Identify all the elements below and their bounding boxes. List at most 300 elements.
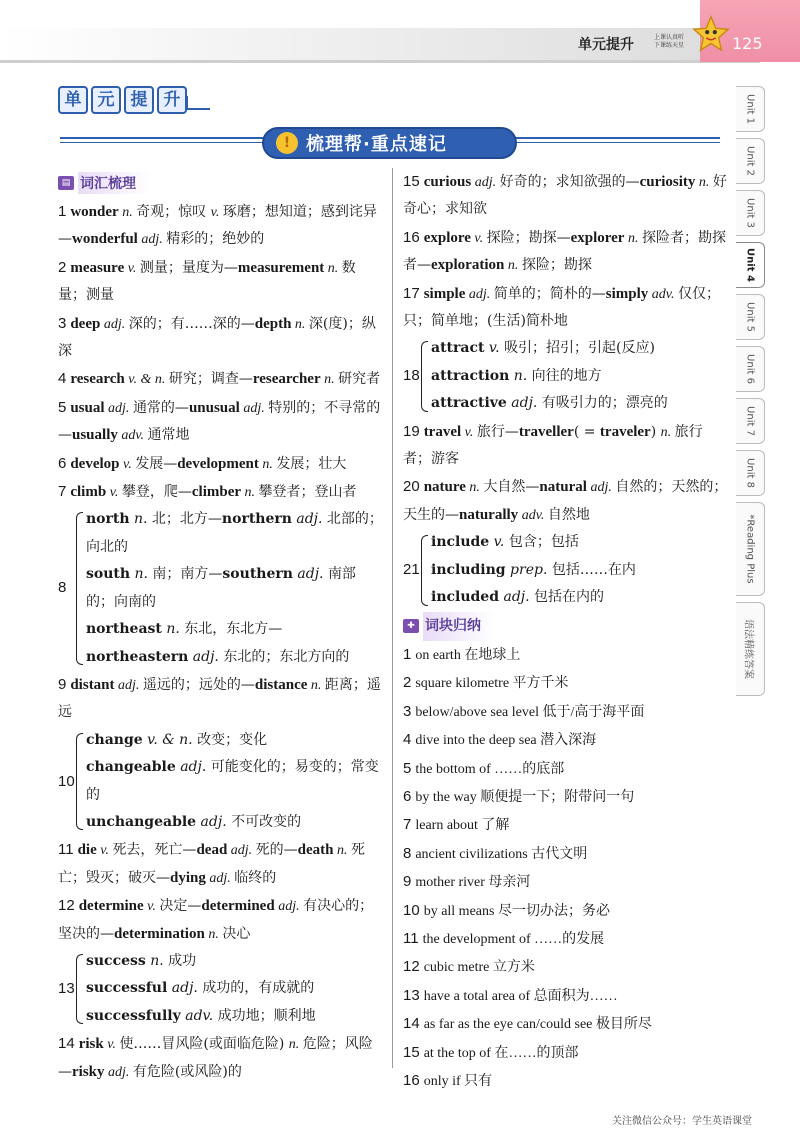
phrase-item xyxy=(403,1067,728,1095)
vocab-group xyxy=(58,948,383,1030)
definition-text: 死去，死亡— xyxy=(112,842,197,859)
vocab-entry xyxy=(58,198,383,254)
vocab-heading-label: 词汇梳理 xyxy=(78,172,150,194)
definition-text: 深的；有……深的— xyxy=(128,315,255,332)
part-of-speech: n. xyxy=(288,1037,303,1053)
entry-number: 18 xyxy=(403,367,420,385)
part-of-speech: adj. xyxy=(114,677,143,693)
group-row xyxy=(427,390,728,417)
part-of-speech: v. xyxy=(210,205,223,220)
phrase-item xyxy=(403,641,728,669)
brace-icon xyxy=(421,535,428,605)
part-of-speech: n. xyxy=(130,566,153,583)
part-of-speech: v. xyxy=(143,899,160,915)
part-of-speech: adv. xyxy=(518,507,548,523)
phrase-number: 10 xyxy=(403,901,420,919)
section-title-char: 提 xyxy=(124,86,154,114)
vocab-entry xyxy=(403,473,728,529)
entry-number: 9 xyxy=(58,675,67,693)
definition-text: 包括在内的 xyxy=(534,589,605,606)
definition-text: 决心 xyxy=(222,925,251,942)
phrase-heading xyxy=(403,612,728,641)
definition-text: 包括……在内 xyxy=(551,561,636,578)
entry-number: 10 xyxy=(58,772,75,790)
phrase-item xyxy=(403,726,728,754)
vocab-icon: ▤ xyxy=(58,176,74,190)
vocab-word: travel xyxy=(423,423,462,440)
part-of-speech: adj. xyxy=(465,286,494,302)
part-of-speech: adj. xyxy=(100,316,129,332)
vocab-word: die xyxy=(77,842,97,859)
vocab-entry xyxy=(58,450,383,478)
footer-note: 关注微信公众号：学生英语课堂 xyxy=(612,1116,752,1127)
definition-text: 好奇的；求知欲强的— xyxy=(499,174,640,190)
definition-text: 死亡；毁灭；破灭— xyxy=(58,842,366,886)
vocab-word: deep xyxy=(70,315,101,332)
header-section-title: 单元提升 xyxy=(578,37,634,53)
section-title-char: 单 xyxy=(58,86,88,114)
entry-number: 20 xyxy=(403,478,420,496)
definition-text: 旅行者；游客 xyxy=(403,423,703,468)
phrase-text: by all means 尽一切办法；务必 xyxy=(423,903,610,919)
definition-text: 深(度)；纵深 xyxy=(58,315,376,360)
vocab-word: natural xyxy=(539,479,587,496)
entry-number: 1 xyxy=(58,203,67,220)
phrase-text: square kilometre 平方千米 xyxy=(415,676,569,692)
phrase-item xyxy=(403,811,728,839)
section-title-char: 元 xyxy=(91,86,121,114)
vocab-entry xyxy=(58,671,383,727)
vocab-word: northern xyxy=(221,511,292,528)
part-of-speech: adj. xyxy=(586,480,616,496)
definition-text: 琢磨；想知道；感到诧异— xyxy=(58,204,377,248)
definition-text: 旅行— xyxy=(476,423,519,440)
definition-text: 有决心的；坚决的— xyxy=(58,898,374,942)
left-column xyxy=(58,198,383,1086)
definition-text: 南部的；向南的 xyxy=(86,566,356,610)
entry-number: 5 xyxy=(58,398,67,416)
phrase-number: 5 xyxy=(403,759,412,777)
vocab-word: simply xyxy=(605,285,649,302)
part-of-speech: adj. xyxy=(291,511,327,528)
part-of-speech: adj. xyxy=(506,395,542,412)
tab-unit-2[interactable] xyxy=(736,138,765,184)
part-of-speech: n. xyxy=(465,480,484,496)
phrase-number: 4 xyxy=(403,731,412,749)
group-row xyxy=(427,529,728,556)
phrase-item xyxy=(403,669,728,697)
part-of-speech: adj. xyxy=(188,648,224,665)
group-row xyxy=(427,363,728,390)
part-of-speech: n. xyxy=(320,372,339,388)
part-of-speech: adj. xyxy=(175,759,211,776)
vocab-word: unusual xyxy=(188,399,240,416)
definition-text: 探险者；勘探者— xyxy=(403,229,726,274)
vocab-word: usually xyxy=(72,427,118,444)
phrase-text: dive into the deep sea 潜入深海 xyxy=(415,733,597,749)
brace-icon xyxy=(76,733,83,831)
vocab-entry xyxy=(58,1030,383,1086)
part-of-speech: adj. xyxy=(104,400,133,416)
definition-text: ) xyxy=(650,423,661,440)
group-row xyxy=(82,975,383,1002)
phrase-number: 7 xyxy=(403,816,412,834)
tab-reading-plus[interactable] xyxy=(736,502,765,596)
phrase-number: 2 xyxy=(403,674,412,692)
vocab-word: researcher xyxy=(252,371,321,388)
group-row xyxy=(82,616,383,671)
vocab-word: develop xyxy=(70,455,120,472)
definition-text: 死的— xyxy=(255,842,298,859)
vocab-word: determined xyxy=(201,898,275,915)
definition-text: 成功 xyxy=(168,952,197,969)
vocab-word: curiosity xyxy=(639,174,696,190)
vocab-word: climber xyxy=(191,484,242,501)
part-of-speech: n. xyxy=(307,677,325,693)
vocab-word: dying xyxy=(170,869,206,886)
entry-number: 4 xyxy=(58,370,67,388)
entry-number: 8 xyxy=(58,579,67,597)
vocab-word: attractive xyxy=(431,395,507,412)
part-of-speech: adj. xyxy=(205,870,235,886)
phrase-item xyxy=(403,982,728,1010)
phrase-number: 8 xyxy=(403,844,412,862)
vocab-word: south xyxy=(86,566,131,583)
tab-label: Unit 2 xyxy=(744,146,756,176)
phrase-text: the bottom of ……的底部 xyxy=(415,761,565,777)
page-number: 125 xyxy=(732,34,763,53)
definition-text: 不可改变的 xyxy=(231,813,302,830)
tab-[interactable] xyxy=(736,602,765,696)
definition-text: 成功地；顺利地 xyxy=(217,1007,316,1024)
phrase-number: 14 xyxy=(403,1015,420,1033)
definition-text: 距离；遥远 xyxy=(58,676,381,721)
group-row xyxy=(427,584,728,611)
column-divider xyxy=(392,168,393,1068)
vocab-word: explorer xyxy=(570,229,625,246)
part-of-speech: prep. xyxy=(505,561,552,578)
tab-label: Unit 4 xyxy=(744,248,756,282)
part-of-speech: adj. xyxy=(292,566,328,583)
part-of-speech: v. & n. xyxy=(124,372,169,388)
phrase-text: learn about 了解 xyxy=(415,818,510,834)
vocab-entry xyxy=(58,478,383,506)
definition-text: 危险；风险— xyxy=(58,1036,373,1080)
summary-banner xyxy=(262,127,517,159)
tab-unit-8[interactable] xyxy=(736,450,765,496)
phrase-item xyxy=(403,840,728,868)
definition-text: 决定— xyxy=(159,898,202,915)
vocab-word: attraction xyxy=(431,367,510,384)
entry-number: 3 xyxy=(58,314,67,332)
vocab-word: wonderful xyxy=(72,231,138,248)
vocab-word: research xyxy=(70,371,125,388)
part-of-speech: v. & n. xyxy=(142,731,198,748)
definition-text: 使……冒风险(或面临危险) xyxy=(119,1036,289,1053)
phrase-text: ancient civilizations 古代文明 xyxy=(415,846,588,862)
right-column xyxy=(403,168,728,1095)
vocab-word: including xyxy=(431,561,506,578)
part-of-speech: v. xyxy=(489,534,509,551)
tab-label: Unit 8 xyxy=(744,458,756,488)
vocab-entry xyxy=(403,168,728,224)
vocab-word: risky xyxy=(72,1063,105,1080)
tab-label: Unit 1 xyxy=(744,94,756,124)
part-of-speech: n. xyxy=(660,424,675,440)
definition-text: 探险；勘探— xyxy=(486,229,571,246)
entry-number: 21 xyxy=(403,561,420,579)
tab-unit-4[interactable] xyxy=(736,242,765,288)
title-decoration xyxy=(186,96,210,110)
group-row xyxy=(82,809,383,836)
definition-text: 有危险(或风险)的 xyxy=(132,1063,242,1080)
definition-text: 自然的；天然的；天生的— xyxy=(403,479,728,523)
definition-text: 好奇心；求知欲 xyxy=(403,174,727,218)
tab-label: Unit 6 xyxy=(744,354,756,384)
part-of-speech: v. xyxy=(124,260,140,276)
vocab-entry xyxy=(403,224,728,280)
section-title-char: 升 xyxy=(157,86,187,114)
phrase-item xyxy=(403,868,728,896)
phrase-text: on earth 在地球上 xyxy=(415,647,521,663)
header-slogan-line1: 上课认真听 xyxy=(654,34,685,41)
definition-text: 数量；测量 xyxy=(58,259,356,304)
vocab-word: curious xyxy=(423,174,472,190)
vocab-word: attract xyxy=(431,340,485,357)
vocab-word: northeast xyxy=(86,621,162,638)
definition-text: 南；南方— xyxy=(152,566,223,583)
brace-icon xyxy=(76,954,83,1024)
part-of-speech: n. xyxy=(204,926,223,942)
vocab-group xyxy=(58,727,383,837)
part-of-speech: adv. xyxy=(648,286,678,302)
phrase-text: below/above sea level 低于/高于海平面 xyxy=(415,704,645,720)
phrase-number: 15 xyxy=(403,1043,420,1061)
definition-text: 大自然— xyxy=(483,479,540,496)
phrase-number: 1 xyxy=(403,645,412,663)
brace-icon xyxy=(421,341,428,411)
unit-tabs xyxy=(736,86,766,702)
vocab-entry xyxy=(403,280,728,336)
vocab-word: traveller xyxy=(518,423,574,440)
entry-number: 13 xyxy=(58,979,75,997)
phrase-number: 9 xyxy=(403,873,412,891)
phrase-heading-label: 词块归纳 xyxy=(423,612,495,641)
part-of-speech: n. xyxy=(129,511,152,528)
vocab-word: unchangeable xyxy=(86,813,197,830)
definition-text: 精彩的；绝妙的 xyxy=(166,231,265,248)
tab-unit-3[interactable] xyxy=(736,190,765,236)
vocab-word: depth xyxy=(254,315,292,332)
definition-text: 攀登，爬— xyxy=(121,484,192,501)
definition-text: 向往的地方 xyxy=(531,367,602,384)
part-of-speech: n. xyxy=(333,843,352,859)
phrase-number: 16 xyxy=(403,1072,420,1089)
vocab-word: north xyxy=(86,511,130,528)
entry-number: 19 xyxy=(403,422,420,440)
vocab-word: included xyxy=(431,589,500,606)
part-of-speech: adj. xyxy=(239,400,269,416)
vocab-entry xyxy=(403,418,728,474)
part-of-speech: v. xyxy=(106,485,122,501)
vocab-word: determine xyxy=(78,898,144,915)
tab-label: 语法精练答案 xyxy=(742,619,754,679)
part-of-speech: n. xyxy=(324,260,342,276)
phrase-item xyxy=(403,925,728,953)
definition-text: 探险；勘探 xyxy=(521,257,592,274)
part-of-speech: adv. xyxy=(180,1007,218,1024)
star-mascot-icon xyxy=(692,14,730,54)
entry-number: 7 xyxy=(58,483,67,501)
phrase-text: as far as the eye can/could see 极目所尽 xyxy=(423,1017,652,1033)
vocab-word: changeable xyxy=(86,759,176,776)
part-of-speech: n. xyxy=(118,205,137,220)
vocab-group xyxy=(403,529,728,611)
vocab-entry xyxy=(58,365,383,393)
part-of-speech: adv. xyxy=(117,428,148,444)
phrase-number: 13 xyxy=(403,986,420,1004)
entry-number: 15 xyxy=(403,173,420,190)
part-of-speech: v. xyxy=(119,456,136,472)
entry-number: 11 xyxy=(58,841,74,859)
vocab-word: northeastern xyxy=(86,648,189,665)
vocab-word: traveler xyxy=(599,423,651,440)
banner-title: 梳理帮·重点速记 xyxy=(306,134,447,155)
definition-text: 通常的— xyxy=(132,399,189,416)
group-row xyxy=(82,1003,383,1030)
definition-text: 有吸引力的；漂亮的 xyxy=(541,395,668,412)
definition-text: 北部的；向北的 xyxy=(86,511,383,555)
vocab-word: development xyxy=(177,455,259,472)
tab-label: Unit 5 xyxy=(744,302,756,332)
phrase-text: mother river 母亲河 xyxy=(415,875,531,891)
vocab-group xyxy=(58,506,383,670)
definition-text: 可能变化的；易变的；常变的 xyxy=(86,759,379,803)
definition-text: 简单的；简朴的— xyxy=(493,285,606,302)
header-slogan-line2: 下课练天星 xyxy=(654,42,685,49)
definition-text: ( = xyxy=(573,423,600,440)
definition-text: 特别的；不寻常的— xyxy=(58,399,381,444)
vocab-word: measurement xyxy=(237,259,325,276)
part-of-speech: n. xyxy=(161,621,185,638)
vocab-word: measure xyxy=(70,259,125,276)
part-of-speech: v. xyxy=(461,424,477,440)
part-of-speech: v. xyxy=(96,843,113,859)
phrase-icon: ✚ xyxy=(403,619,419,633)
vocab-heading xyxy=(58,172,150,194)
vocab-word: nature xyxy=(423,479,466,496)
entry-number: 2 xyxy=(58,258,67,276)
phrase-text: the development of ……的发展 xyxy=(422,931,605,947)
vocab-entry xyxy=(58,836,383,892)
vocab-word: explore xyxy=(423,229,471,246)
part-of-speech: adj. xyxy=(471,175,500,190)
group-row xyxy=(82,727,383,754)
part-of-speech: n. xyxy=(695,175,713,190)
phrase-item xyxy=(403,755,728,783)
phrase-number: 12 xyxy=(403,958,420,976)
definition-text: 遥远的；远处的— xyxy=(142,676,255,693)
definition-text: 自然地 xyxy=(547,506,590,523)
entry-number: 16 xyxy=(403,228,420,246)
definition-text: 奇观；惊叹 xyxy=(136,204,211,220)
tab-unit-6[interactable] xyxy=(736,346,765,392)
part-of-speech: adj. xyxy=(104,1064,133,1080)
definition-text: 临终的 xyxy=(234,869,277,886)
group-row xyxy=(427,557,728,584)
definition-text: 研究；调查— xyxy=(168,371,253,388)
tab-label: Unit 3 xyxy=(744,198,756,228)
vocab-word: wonder xyxy=(70,204,119,220)
vocab-word: climb xyxy=(70,484,107,501)
phrase-text: at the top of 在……的顶部 xyxy=(423,1045,579,1061)
entry-number: 12 xyxy=(58,897,75,915)
vocab-word: successfully xyxy=(86,1007,181,1024)
definition-text: 改变；变化 xyxy=(197,731,268,748)
lightbulb-icon: ! xyxy=(276,132,298,154)
vocab-word: determination xyxy=(114,925,205,942)
tab-unit-7[interactable] xyxy=(736,398,765,444)
part-of-speech: n. xyxy=(509,367,532,384)
tab-label: *Reading Plus xyxy=(744,514,756,584)
part-of-speech: adj. xyxy=(274,899,304,915)
vocab-word: risk xyxy=(78,1036,104,1053)
vocab-group xyxy=(403,335,728,417)
part-of-speech: n. xyxy=(145,952,169,969)
definition-text: 发展；壮大 xyxy=(276,455,347,472)
definition-text: 吸引；招引；引起(反应) xyxy=(504,340,655,357)
definition-text: 东北，东北方— xyxy=(184,621,283,638)
vocab-word: death xyxy=(297,842,334,859)
vocab-word: simple xyxy=(423,285,466,302)
phrase-item xyxy=(403,897,728,925)
definition-text: 攀登者；登山者 xyxy=(258,484,357,501)
part-of-speech: adj. xyxy=(196,813,232,830)
phrase-text: have a total area of 总面积为…… xyxy=(423,988,618,1004)
part-of-speech: v. xyxy=(103,1037,120,1053)
vocab-word: successful xyxy=(86,980,168,997)
tab-unit-1[interactable] xyxy=(736,86,765,132)
section-title xyxy=(58,86,187,114)
definition-text: 测量；量度为— xyxy=(139,259,238,276)
phrase-number: 6 xyxy=(403,787,412,805)
vocab-entry xyxy=(58,254,383,310)
vocab-word: distant xyxy=(70,676,115,693)
phrase-item xyxy=(403,1010,728,1038)
part-of-speech: adj. xyxy=(137,232,167,248)
tab-label: Unit 7 xyxy=(744,406,756,436)
vocab-word: usual xyxy=(70,399,105,416)
vocab-word: southern xyxy=(222,566,293,583)
vocab-word: dead xyxy=(196,842,228,859)
definition-text: 研究者 xyxy=(338,371,381,388)
vocab-word: exploration xyxy=(431,257,505,274)
entry-number: 6 xyxy=(58,454,67,472)
part-of-speech: adj. xyxy=(167,980,203,997)
phrase-item xyxy=(403,783,728,811)
part-of-speech: n. xyxy=(241,485,259,501)
definition-text: 包含；包括 xyxy=(508,534,579,551)
part-of-speech: v. xyxy=(470,230,487,246)
entry-number: 17 xyxy=(403,284,420,302)
vocab-word: change xyxy=(86,731,143,748)
group-row xyxy=(82,506,383,561)
tab-unit-5[interactable] xyxy=(736,294,765,340)
definition-text: 东北的；东北方向的 xyxy=(223,648,350,665)
phrase-item xyxy=(403,698,728,726)
part-of-speech: adj. xyxy=(499,589,535,606)
definition-text: 发展— xyxy=(135,455,178,472)
